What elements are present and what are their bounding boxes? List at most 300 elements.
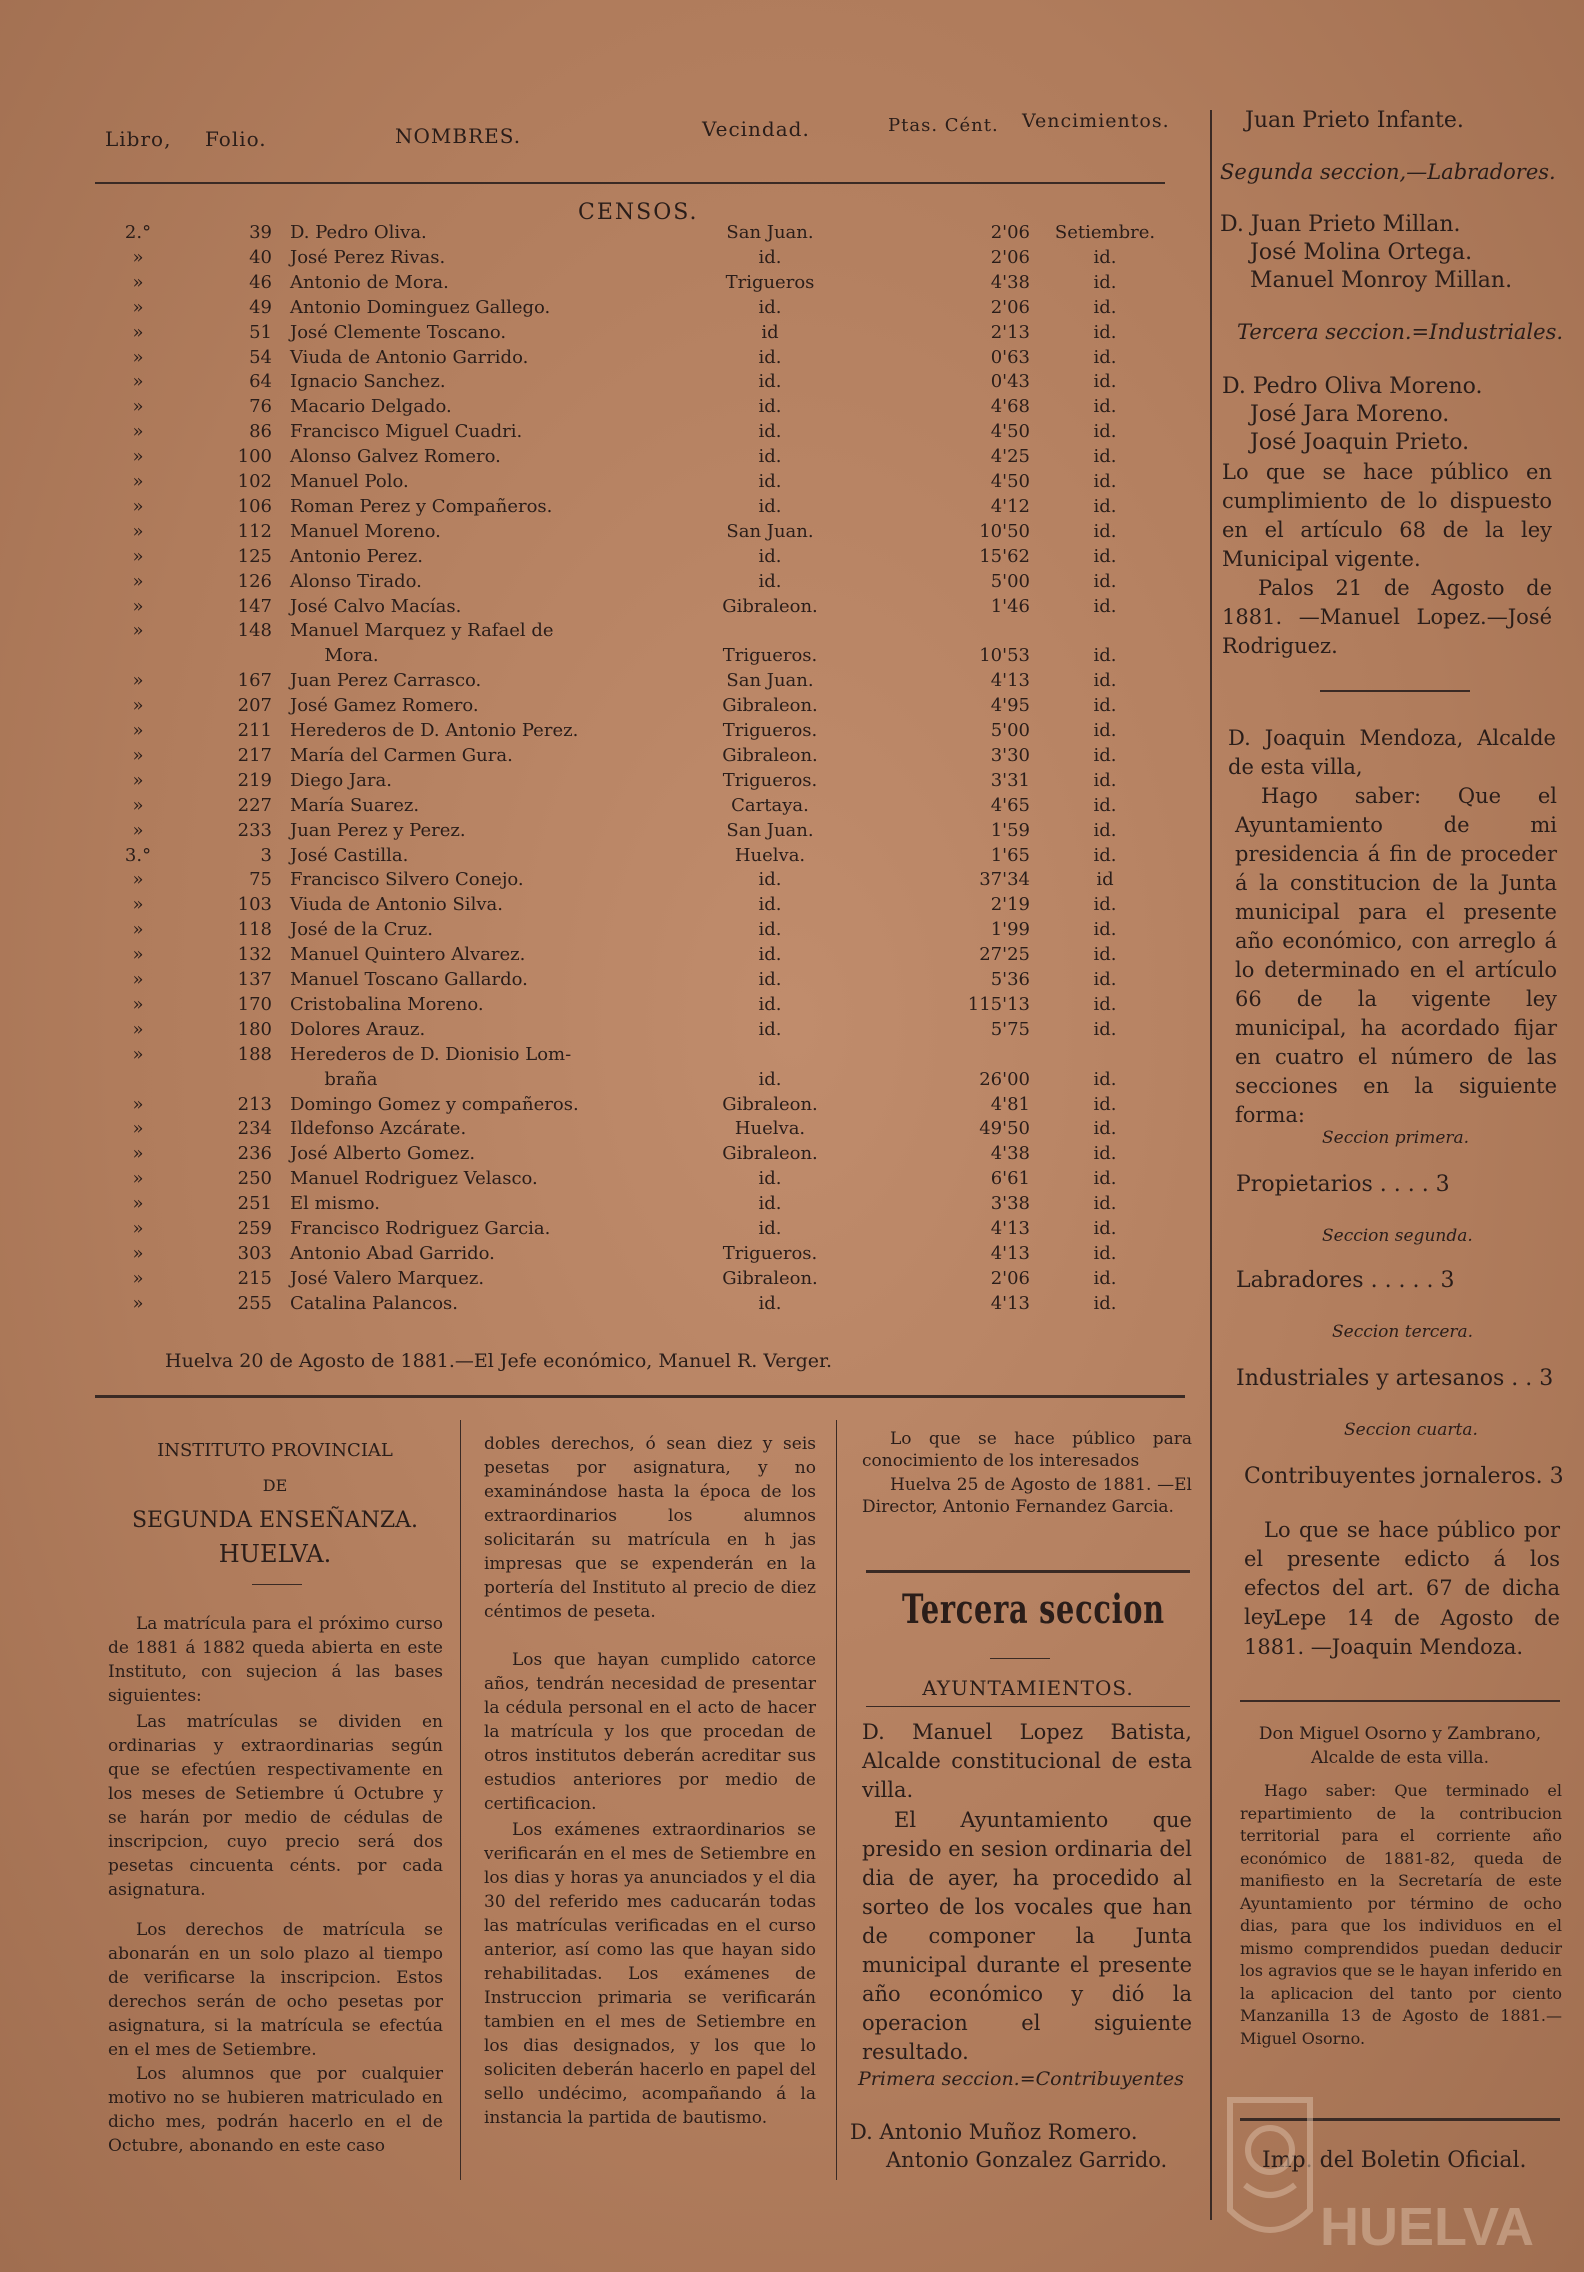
table-row: [0, 795, 1190, 819]
cell-vencimiento: id.: [1093, 570, 1117, 592]
cell-libro: »: [132, 769, 144, 791]
cell-libro: »: [132, 944, 144, 966]
cell-vecindad: id.: [758, 993, 782, 1015]
cell-nombre: Ignacio Sanchez.: [290, 371, 446, 393]
cell-libro: »: [132, 495, 144, 517]
cell-nombre: Herederos de D. Dionisio Lom-: [290, 1043, 572, 1065]
table-row: [0, 620, 1190, 644]
cell-ptas: 4'13: [990, 1292, 1030, 1314]
cell-folio: 46: [249, 271, 272, 293]
cell-vecindad: id.: [758, 545, 782, 567]
cell-libro: »: [132, 794, 144, 816]
cell-vencimiento: id.: [1093, 919, 1117, 941]
cell-nombre: Juan Perez Carrasco.: [290, 670, 482, 692]
cell-nombre: Alonso Tirado.: [290, 570, 422, 592]
cell-vecindad: San Juan.: [726, 670, 814, 692]
table-row: [0, 1168, 1190, 1192]
cell-folio: 106: [237, 495, 272, 517]
cell-libro: »: [132, 321, 144, 343]
cell-libro: »: [132, 969, 144, 990]
cell-nombre: braña: [290, 1068, 378, 1090]
cell-nombre: José Calvo Macías.: [290, 595, 462, 617]
cell-libro: »: [132, 894, 144, 916]
table-row: [0, 1143, 1190, 1167]
cell-nombre: María del Carmen Gura.: [290, 744, 513, 766]
cell-folio: 236: [237, 1143, 272, 1165]
cell-vecindad: San Juan.: [726, 222, 814, 243]
table-row: [0, 894, 1190, 918]
cell-vencimiento: id.: [1093, 1267, 1117, 1289]
c3-rule-3: [866, 1706, 1190, 1707]
cell-vencimiento: id.: [1093, 1068, 1117, 1090]
cell-vencimiento: id.: [1093, 396, 1117, 418]
cell-nombre: Mora.: [290, 645, 379, 667]
r-l4: José Molina Ortega.: [1250, 240, 1473, 265]
cell-folio: 3: [260, 844, 272, 866]
cell-ptas: 5'00: [990, 570, 1030, 592]
cell-vecindad: id.: [758, 919, 782, 941]
cell-libro: »: [132, 396, 144, 418]
c3-p5: Primera seccion.=Contribuyentes: [858, 2068, 1184, 2090]
cell-vencimiento: id.: [1093, 720, 1117, 741]
cell-vencimiento: id.: [1093, 695, 1117, 717]
c3-p4: El Ayuntamiento que presido en sesion ordinaria del dia de ayer, ha procedido al sorteo de los vocales que han de componer la Junta municipal durante el presente año económico y dió la operacion el siguiente resultado.: [862, 1808, 1192, 2064]
r-l5: Manuel Monroy Millan.: [1250, 268, 1513, 293]
table-row: [0, 371, 1190, 395]
cell-vencimiento: id.: [1093, 471, 1117, 492]
cell-libro: »: [132, 670, 144, 692]
cell-vencimiento: id.: [1093, 670, 1117, 692]
cell-nombre: Antonio Perez.: [290, 545, 423, 567]
table-row: [0, 670, 1190, 694]
header-libro: Libro,: [105, 127, 172, 151]
cell-ptas: 4'50: [990, 421, 1030, 443]
inst-p4: Los alumnos que por cualquier motivo no se hubieren matriculado en dicho mes, podrán hacerlo en el de Octubre, abonando en este caso: [108, 2064, 443, 2156]
cell-libro: »: [132, 346, 144, 368]
table-row: [0, 745, 1190, 769]
cell-folio: 219: [237, 769, 272, 791]
cell-ptas: 1'99: [990, 919, 1030, 941]
cell-folio: 40: [249, 246, 272, 268]
cell-vecindad: id.: [758, 296, 782, 318]
cell-libro: »: [132, 919, 144, 941]
cell-nombre: Manuel Rodriguez Velasco.: [290, 1168, 538, 1190]
cell-folio: 227: [237, 794, 272, 816]
cell-vencimiento: id.: [1093, 520, 1117, 542]
cell-ptas: 4'95: [990, 695, 1030, 717]
r-p1: Lo que se hace público en cumplimiento de lo dispuesto en el artículo 68 de la ley Municipal vigente.: [1222, 460, 1552, 571]
cell-nombre: Viuda de Antonio Silva.: [290, 894, 503, 916]
cell-libro: »: [132, 695, 144, 717]
cell-ptas: 1'46: [990, 595, 1030, 617]
cell-ptas: 2'06: [990, 222, 1030, 243]
cell-folio: 217: [237, 744, 272, 766]
cell-folio: 211: [237, 720, 272, 741]
cell-vencimiento: id.: [1093, 595, 1117, 617]
r-i2: Labradores . . . . . 3: [1236, 1268, 1455, 1293]
cell-folio: 103: [237, 894, 272, 916]
cell-ptas: 2'06: [990, 1267, 1030, 1289]
cell-libro: »: [132, 446, 144, 468]
cell-vencimiento: id.: [1093, 495, 1117, 517]
cell-libro: »: [132, 545, 144, 567]
cell-ptas: 4'13: [990, 1218, 1030, 1239]
table-row: [0, 1069, 1190, 1093]
table-row: [0, 446, 1190, 470]
cell-ptas: 4'13: [990, 1242, 1030, 1264]
cell-ptas: 3'38: [990, 1193, 1030, 1215]
cell-vecindad: Gibraleon.: [722, 1267, 818, 1289]
cell-folio: 250: [237, 1168, 272, 1190]
cell-vecindad: id.: [758, 446, 782, 468]
cell-nombre: Domingo Gomez y compañeros.: [290, 1093, 579, 1115]
cell-libro: »: [132, 869, 144, 891]
cell-libro: »: [132, 421, 144, 443]
r-mid-p3: Lo que se hace público por el presente edicto á los efectos del art. 67 de dicha ley.: [1244, 1518, 1560, 1629]
table-row: [0, 919, 1190, 943]
cell-folio: 102: [237, 471, 272, 492]
cell-folio: 213: [237, 1093, 272, 1115]
table-row: [0, 869, 1190, 893]
cell-libro: »: [132, 271, 144, 293]
archive-seal-watermark: [1200, 2080, 1560, 2270]
table-row: [0, 1243, 1190, 1267]
cell-vencimiento: id.: [1093, 1118, 1117, 1140]
cell-nombre: Manuel Marquez y Rafael de: [290, 620, 554, 642]
column-divider-2: [836, 1420, 837, 2180]
table-row: [0, 1218, 1190, 1242]
cell-nombre: Francisco Rodriguez Garcia.: [290, 1218, 551, 1239]
table-row: [0, 421, 1190, 445]
cell-ptas: 4'81: [990, 1093, 1030, 1115]
cell-nombre: Manuel Polo.: [290, 471, 409, 492]
cell-ptas: 5'00: [990, 720, 1030, 741]
stamp-text: HUELVA: [1320, 2197, 1534, 2257]
table-row: [0, 695, 1190, 719]
cell-vecindad: Gibraleon.: [722, 744, 818, 766]
cell-nombre: José Valero Marquez.: [290, 1267, 485, 1289]
cell-vencimiento: id.: [1093, 1168, 1117, 1190]
cell-vecindad: Huelva.: [734, 1118, 806, 1140]
inst-p3: Los derechos de matrícula se abonarán en un solo plazo al tiempo de verificarse la inscripcion. Estos derechos serán de ocho pesetas por asignatura, si la matrícula se efectúa en el mes de Setiembre.: [108, 1920, 443, 2060]
cell-vecindad: San Juan.: [726, 819, 814, 841]
cell-vecindad: Gibraleon.: [722, 1143, 818, 1165]
cell-folio: 259: [237, 1218, 272, 1239]
cell-libro: »: [132, 1143, 144, 1165]
inst-p5: dobles derechos, ó sean diez y seis pesetas por asignatura, y no examinándose hasta la época de los extraordinarios los alumnos solicitarán su matrícula en h jas impresas que se expenderán en la portería del Instituto al precio de diez céntimos de peseta.: [484, 1434, 816, 1622]
cell-libro: »: [132, 993, 144, 1015]
table-row: [0, 944, 1190, 968]
cell-vecindad: id.: [758, 246, 782, 268]
c3-p3: D. Manuel Lopez Batista, Alcalde constitucional de esta villa.: [862, 1720, 1192, 1802]
cell-nombre: Antonio de Mora.: [290, 271, 449, 293]
cell-vencimiento: id.: [1093, 993, 1117, 1015]
cell-libro: »: [132, 296, 144, 318]
cell-ptas: 0'63: [990, 346, 1030, 368]
cell-vencimiento: id.: [1093, 1093, 1117, 1115]
cell-ptas: 3'30: [990, 744, 1030, 766]
cell-vecindad: Trigueros.: [722, 1242, 818, 1264]
cell-folio: 215: [237, 1267, 272, 1289]
cell-vencimiento: id: [1096, 869, 1114, 891]
cell-vecindad: id.: [758, 1292, 782, 1314]
cell-vecindad: id.: [758, 346, 782, 368]
r-rule-2: [1240, 1700, 1560, 1702]
cell-vecindad: Trigueros: [725, 271, 815, 293]
cell-libro: 3.°: [124, 844, 152, 866]
table-row: [0, 521, 1190, 545]
r-l2: Segunda seccion,—Labradores.: [1220, 160, 1556, 184]
inst-rule: [252, 1584, 302, 1585]
cell-libro: »: [132, 371, 144, 393]
header-rule: [95, 182, 1165, 184]
cell-nombre: Ildefonso Azcárate.: [290, 1118, 467, 1140]
cell-nombre: Macario Delgado.: [290, 396, 452, 418]
cell-vecindad: id.: [758, 894, 782, 916]
table-row: [0, 1293, 1190, 1317]
cell-folio: 39: [249, 222, 272, 243]
c3-p7: Antonio Gonzalez Garrido.: [886, 2148, 1168, 2172]
table-row: [0, 471, 1190, 495]
cell-folio: 255: [237, 1292, 272, 1314]
censos-footer: Huelva 20 de Agosto de 1881.—El Jefe económico, Manuel R. Verger.: [165, 1350, 833, 1372]
cell-vencimiento: id.: [1093, 545, 1117, 567]
cell-vencimiento: id.: [1093, 1018, 1117, 1040]
table-row: [0, 645, 1190, 669]
cell-nombre: Catalina Palancos.: [290, 1292, 459, 1314]
cell-vecindad: id.: [758, 869, 782, 891]
r-s1: Seccion primera.: [1322, 1128, 1470, 1148]
cell-libro: »: [132, 1018, 144, 1040]
cell-libro: »: [132, 1292, 144, 1314]
cell-vecindad: Trigueros.: [722, 769, 818, 791]
cell-libro: »: [132, 246, 144, 268]
table-row: [0, 347, 1190, 371]
cell-nombre: José Castilla.: [290, 844, 409, 866]
cell-nombre: Manuel Toscano Gallardo.: [290, 969, 528, 990]
cell-ptas: 4'25: [990, 446, 1030, 468]
c3-rule-1: [866, 1570, 1190, 1573]
cell-vecindad: id.: [758, 396, 782, 418]
cell-vencimiento: id.: [1093, 1218, 1117, 1239]
table-row: [0, 845, 1190, 869]
r-l9: José Joaquin Prieto.: [1250, 430, 1470, 455]
cell-vecindad: Cartaya.: [731, 794, 809, 816]
cell-vecindad: id.: [758, 495, 782, 517]
cell-ptas: 1'59: [990, 819, 1030, 841]
cell-libro: »: [132, 1242, 144, 1264]
cell-folio: 51: [249, 321, 272, 343]
cell-folio: 54: [249, 346, 272, 368]
cell-ptas: 4'65: [990, 794, 1030, 816]
inst-p6: Los que hayan cumplido catorce años, tendrán necesidad de presentar la cédula personal en el acto de hacer la matrícula y los que procedan de otros institutos deberán acreditar sus estudios anteriores por medio de certificacion.: [484, 1650, 816, 1814]
table-row: [0, 1193, 1190, 1217]
r-l8: José Jara Moreno.: [1250, 402, 1450, 427]
cell-ptas: 15'62: [979, 545, 1030, 567]
cell-folio: 234: [237, 1118, 272, 1140]
table-row: [0, 272, 1190, 296]
cell-folio: 207: [237, 695, 272, 717]
cell-vencimiento: id.: [1093, 271, 1117, 293]
cell-folio: 147: [237, 595, 272, 617]
cell-nombre: Manuel Quintero Alvarez.: [290, 944, 526, 966]
cell-nombre: José de la Cruz.: [290, 919, 433, 941]
cell-libro: »: [132, 1093, 144, 1115]
table-row: [0, 820, 1190, 844]
cell-ptas: 2'13: [990, 321, 1030, 343]
table-row: [0, 396, 1190, 420]
cell-vencimiento: Setiembre.: [1054, 222, 1156, 243]
r-mid-p2: Hago saber: Que el Ayuntamiento de mi presidencia á fin de proceder á la constitucion de la Junta municipal para el presente año económico, con arreglo á lo determinado en el artículo 66 de la vigente ley municipal, ha acordado fijar en cuatro el número de las secciones en la siguiente forma:: [1235, 784, 1557, 1127]
c3-rule-2: [990, 1658, 1050, 1659]
cell-ptas: 4'68: [990, 396, 1030, 418]
cell-folio: 86: [249, 421, 272, 443]
r-i1: Propietarios . . . . 3: [1236, 1172, 1450, 1197]
cell-nombre: Dolores Arauz.: [290, 1018, 426, 1040]
cell-vencimiento: id.: [1093, 894, 1117, 916]
cell-vencimiento: id.: [1093, 844, 1117, 866]
c3-p2: Huelva 25 de Agosto de 1881. —El Director, Antonio Fernandez Garcia.: [862, 1475, 1192, 1517]
table-row: [0, 1094, 1190, 1118]
cell-folio: 170: [237, 993, 272, 1015]
r-i4: Contribuyentes jornaleros. 3: [1244, 1464, 1564, 1489]
cell-folio: 112: [237, 520, 272, 542]
cell-vecindad: Huelva.: [734, 844, 806, 866]
cell-vecindad: Gibraleon.: [722, 595, 818, 617]
r-s3: Seccion tercera.: [1332, 1322, 1474, 1342]
cell-folio: 75: [249, 869, 272, 891]
cell-ptas: 4'13: [990, 670, 1030, 692]
cell-vecindad: id: [761, 321, 779, 343]
cell-nombre: Antonio Dominguez Gallego.: [290, 296, 551, 318]
ayuntamientos-subtitle: AYUNTAMIENTOS.: [922, 1676, 1134, 1700]
table-row: [0, 222, 1190, 246]
cell-vecindad: id.: [758, 969, 782, 990]
cell-ptas: 10'50: [979, 520, 1030, 542]
inst-p7: Los exámenes extraordinarios se verificarán en el mes de Setiembre en los dias y horas ya anunciados y el dia 30 del referido mes caducarán todas las matrículas verificadas en el curso anterior, así como las que hayan sido rehabilitadas. Los exámenes de Instruccion primaria se verificarán tambien en el mes de Setiembre en los dias designados, y los que lo soliciten deberán hacerlo en papel del sello undécimo, acompañando á la instancia la partida de bautismo.: [484, 1820, 816, 2128]
cell-vencimiento: id.: [1093, 346, 1117, 368]
cell-ptas: 2'19: [990, 894, 1030, 916]
cell-folio: 49: [249, 296, 272, 318]
table-row: [0, 322, 1190, 346]
cell-vecindad: Gibraleon.: [722, 1093, 818, 1115]
cell-vecindad: Trigueros.: [722, 720, 818, 741]
header-nombres: NOMBRES.: [395, 124, 522, 148]
r-rule-1: [1320, 690, 1470, 692]
cell-folio: 76: [249, 396, 272, 418]
r-mid-p1: D. Joaquin Mendoza, Alcalde de esta villa,: [1228, 726, 1556, 779]
cell-libro: »: [132, 620, 144, 642]
cell-vencimiento: id.: [1093, 819, 1117, 841]
cell-folio: 100: [237, 446, 272, 468]
cell-vencimiento: id.: [1093, 296, 1117, 318]
cell-vencimiento: id.: [1093, 371, 1117, 393]
cell-nombre: D. Pedro Oliva.: [290, 222, 427, 243]
table-row: [0, 720, 1190, 744]
cell-ptas: 3'31: [990, 769, 1030, 791]
inst-p1: La matrícula para el próximo curso de 1881 á 1882 queda abierta en este Instituto, con sujecion á las bases siguientes:: [108, 1614, 443, 1706]
table-row: [0, 969, 1190, 993]
cell-vencimiento: id.: [1093, 1292, 1117, 1314]
cell-libro: »: [132, 720, 144, 741]
cell-folio: 148: [237, 620, 272, 642]
cell-nombre: Diego Jara.: [290, 769, 392, 791]
cell-vecindad: id.: [758, 371, 782, 393]
cell-folio: 251: [237, 1193, 272, 1215]
table-row: [0, 1019, 1190, 1043]
cell-libro: »: [132, 819, 144, 841]
cell-libro: »: [132, 570, 144, 592]
r-mid-p4: Lepe 14 de Agosto de 1881. —Joaquin Mendoza.: [1244, 1606, 1560, 1659]
cell-nombre: Antonio Abad Garrido.: [290, 1242, 495, 1264]
cell-nombre: Viuda de Antonio Garrido.: [290, 346, 529, 368]
r-bot-p1: Don Miguel Osorno y Zambrano, Alcalde de esta villa.: [1258, 1724, 1542, 1768]
r-p2: Palos 21 de Agosto de 1881. —Manuel Lopez.—José Rodriguez.: [1222, 576, 1552, 658]
cell-ptas: 49'50: [979, 1118, 1030, 1140]
cell-folio: 126: [237, 570, 272, 592]
cell-nombre: Juan Perez y Perez.: [290, 819, 466, 841]
cell-vencimiento: id.: [1093, 246, 1117, 268]
cell-nombre: El mismo.: [290, 1193, 380, 1215]
cell-libro: »: [132, 1043, 144, 1065]
cell-vecindad: Gibraleon.: [722, 695, 818, 717]
cell-libro: »: [132, 471, 144, 492]
tercera-seccion-title: Tercera seccion: [902, 1586, 1165, 1633]
table-row: [0, 1118, 1190, 1142]
cell-libro: »: [132, 1218, 144, 1239]
cell-vecindad: id.: [758, 944, 782, 966]
cell-ptas: 4'38: [990, 1143, 1030, 1165]
cell-ptas: 10'53: [979, 645, 1030, 667]
cell-vecindad: id.: [758, 1018, 782, 1040]
cell-vencimiento: id.: [1093, 1242, 1117, 1264]
c3-p1: Lo que se hace público para conocimiento de los interesados: [862, 1429, 1192, 1471]
cell-ptas: 6'61: [990, 1168, 1030, 1190]
column-divider-right: [1210, 110, 1212, 2220]
cell-vencimiento: id.: [1093, 944, 1117, 966]
cell-folio: 303: [237, 1242, 272, 1264]
header-vecindad: Vecindad.: [702, 117, 810, 141]
r-l7: D. Pedro Oliva Moreno.: [1222, 374, 1483, 399]
table-row: [0, 297, 1190, 321]
cell-vecindad: id.: [758, 1218, 782, 1239]
cell-vencimiento: id.: [1093, 421, 1117, 443]
cell-folio: 125: [237, 545, 272, 567]
r-imprint: Imp. del Boletin Oficial.: [1262, 2148, 1527, 2173]
cell-vencimiento: id.: [1093, 769, 1117, 791]
cell-vecindad: id.: [758, 471, 782, 492]
cell-ptas: 27'25: [979, 944, 1030, 966]
cell-libro: »: [132, 744, 144, 766]
cell-libro: »: [132, 1267, 144, 1289]
cell-folio: 132: [237, 944, 272, 966]
table-row: [0, 571, 1190, 595]
table-row: [0, 247, 1190, 271]
table-row: [0, 496, 1190, 520]
cell-nombre: Francisco Miguel Cuadri.: [290, 421, 523, 443]
cell-folio: 167: [237, 670, 272, 692]
cell-nombre: José Clemente Toscano.: [290, 321, 507, 343]
cell-vecindad: San Juan.: [726, 520, 814, 542]
cell-nombre: Alonso Galvez Romero.: [290, 446, 501, 468]
cell-ptas: 2'06: [990, 246, 1030, 268]
table-row: [0, 596, 1190, 620]
cell-vencimiento: id.: [1093, 794, 1117, 816]
cell-libro: »: [132, 520, 144, 542]
cell-folio: 118: [237, 919, 272, 941]
censos-bottom-rule: [95, 1395, 1185, 1398]
table-row: [0, 546, 1190, 570]
